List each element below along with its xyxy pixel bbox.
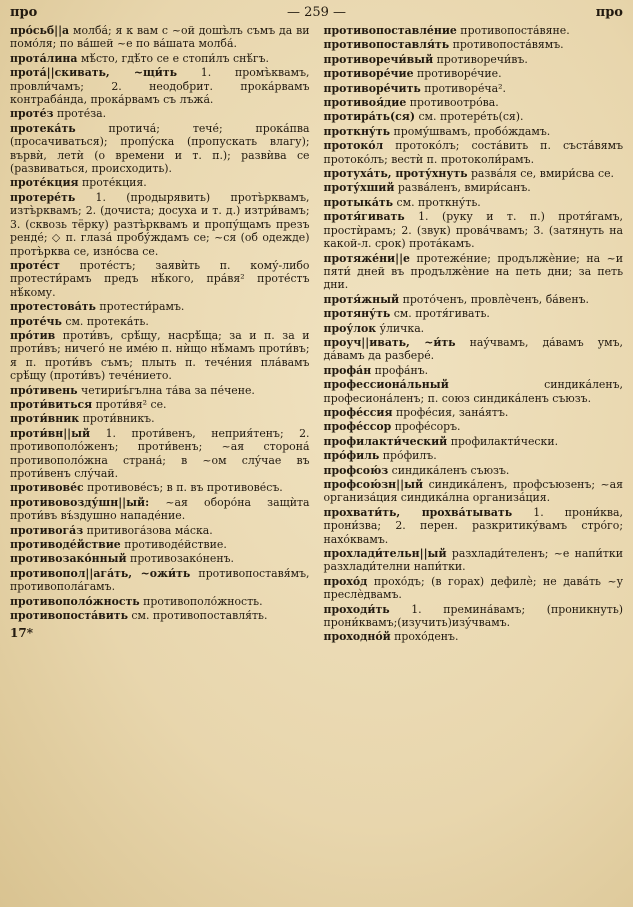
entry-translation: 1. промъ̀квамъ, провли́чамъ; 2. неодобрит. прока́рвамъ контраба́нда, прока́рвамъ съ лъжа́. [10, 66, 310, 107]
dictionary-entry [324, 139, 624, 166]
entry-translation: проти́вя² се. [92, 397, 167, 411]
dictionary-entry [10, 398, 310, 411]
entry-translation: молба́; я к вам с ~ой дошъ̀лъ съмъ да ви помо́ля; по ва́шей ~е по ва́шата молба́. [10, 24, 310, 51]
entry-headword: проте́кция [10, 176, 79, 190]
entry-translation: 1. проти́венъ, неприя́тенъ; 2. противополо́женъ; проти́венъ; ~ая сторона́ противополо́жна страна́; в ~ом слу́чае въ проти́венъ слу́чай. [10, 426, 310, 480]
entry-translation: прому́швамъ, пробо́ждамъ. [390, 124, 551, 138]
entry-translation: профе́соръ. [391, 420, 461, 434]
columns [10, 24, 623, 645]
entry-headword: протя́гивать [323, 210, 405, 224]
entry-translation: протоко́лъ; соста́вить п. съста́вямъ протоко́лъ; вестѝ п. протоколи́рамъ. [323, 139, 623, 166]
dictionary-entry [324, 167, 624, 180]
entry-translation: противоотро́ва. [406, 96, 499, 110]
entry-headword: прохо́д [323, 574, 368, 588]
dictionary-entry [10, 609, 310, 622]
entry-translation: см. протя́гивать. [390, 307, 490, 321]
dictionary-entry [10, 24, 310, 51]
entry-translation: нау́чвамъ, да́вамъ умъ, да́вамъ да разбере́. [323, 335, 623, 363]
dictionary-entry [324, 38, 624, 51]
entry-translation: проти́вникъ. [79, 412, 155, 426]
entry-headword: противопоста́вить [10, 609, 128, 623]
entry-headword: проте́ст [10, 258, 60, 272]
entry-translation: противополо́жность. [139, 594, 263, 608]
dictionary-entry [324, 378, 624, 405]
entry-translation: см. проткну́ть. [393, 195, 481, 209]
entry-headword: противога́з [10, 523, 84, 537]
dictionary-entry [10, 595, 310, 608]
entry-headword: противополо́жность [10, 594, 140, 608]
entry-headword: протя́жный [323, 292, 400, 306]
dictionary-entry [10, 538, 310, 551]
dictionary-entry [10, 176, 310, 189]
dictionary-entry [324, 547, 624, 574]
dictionary-entry [324, 125, 624, 138]
entry-translation: проте́кция. [78, 176, 147, 190]
entry-translation: см. протере́ть(ся). [414, 110, 524, 124]
entry-headword: проте́чь [10, 314, 62, 328]
dictionary-entry [10, 496, 310, 523]
dictionary-entry [324, 406, 624, 419]
dictionary-entry [10, 66, 310, 106]
dictionary-entry [324, 575, 624, 602]
entry-headword: проуч||ивать, ~и́ть [323, 335, 456, 349]
dictionary-entry [324, 96, 624, 109]
entry-headword: противоре́чие [323, 67, 414, 81]
entry-headword: профа́н [323, 363, 372, 377]
dictionary-entry [10, 552, 310, 565]
page-number: — 259 — [286, 5, 347, 20]
entry-headword: протоко́л [323, 139, 384, 153]
entry-headword: профсою́зн||ый [323, 478, 424, 491]
entry-translation: 1. прони́ква, прони́зва; 2. перен. разкритику́вамъ стро́го; нахо́квамъ. [323, 505, 623, 546]
dictionary-entry [324, 364, 624, 377]
entry-headword: противовозду́шн||ый: [10, 495, 150, 509]
entry-headword: про́сьб||а [10, 24, 70, 37]
entry-translation: прохо́дъ; (в горах) дефилѐ; не дава́ть ~у преслѐдвамъ. [323, 574, 623, 602]
right-column [324, 24, 624, 645]
header-right-guide-word: про [595, 5, 623, 20]
dictionary-entry [10, 384, 310, 397]
dictionary-entry [10, 107, 310, 120]
entry-translation: у́личка. [376, 321, 425, 335]
entry-translation: противове́съ; в п. въ противове́съ. [83, 481, 283, 495]
entry-headword: профе́ссор [323, 420, 392, 434]
entry-translation: профе́сия, зана́ятъ. [392, 405, 509, 419]
entry-translation: разхлади́теленъ; ~е напи́тки разхлади́телни напи́тки. [323, 547, 623, 574]
entry-translation: синдика́ленъ съюзъ. [388, 463, 510, 477]
dictionary-entry [324, 322, 624, 335]
dictionary-entry [324, 336, 624, 363]
entry-headword: прота́лина [10, 51, 78, 65]
entry-translation: проте́стъ; заявѝть п. кому́-либо протести́рамъ предъ нѣ́кого, пра́вя² проте́стъ нѣ́кому. [10, 258, 310, 299]
header-left-guide-word: про [10, 5, 38, 20]
dictionary-entry [10, 52, 310, 65]
entry-headword: противове́с [10, 481, 84, 495]
entry-translation: 1. (руку и т. п.) протя́гамъ, простѝрамъ; 2. (звук) прова́чвамъ; 3. (затянуть на какой-л. срок) прота́камъ. [323, 210, 623, 251]
entry-headword: противоя́дие [323, 96, 407, 110]
dictionary-entry [324, 82, 624, 95]
entry-translation: см. протека́ть. [61, 314, 149, 328]
entry-headword: противопоставля́ть [323, 38, 450, 52]
entry-translation: синдика́ленъ, професиона́ленъ; п. союз синдика́ленъ съюзъ. [323, 378, 623, 405]
dictionary-entry [324, 210, 624, 250]
entry-headword: противопол||ага́ть, ~ожи́ть [10, 566, 191, 580]
entry-headword: противопоставле́ние [323, 24, 457, 37]
entry-headword: противоре́чить [323, 81, 421, 95]
entry-translation: см. противопоставля́ть. [127, 609, 268, 623]
entry-translation: протича́; тече́; прока́пва (просачиваться); пропу́ска (пропускать влагу); вървѝ, летѝ (о времени и т. п.); развѝва се (развиваться, происходить). [10, 121, 310, 176]
dictionary-entry [324, 630, 624, 643]
dictionary-entry [324, 506, 624, 546]
dictionary-entry [10, 481, 310, 494]
entry-headword: протуха́ть, проту́хнуть [323, 167, 468, 181]
entry-headword: протыка́ть [323, 195, 394, 209]
dictionary-entry [324, 24, 624, 37]
entry-headword: протере́ть [10, 190, 76, 204]
dictionary-entry [10, 427, 310, 481]
dictionary-entry [324, 435, 624, 448]
entry-headword: протира́ть(ся) [323, 110, 415, 124]
entry-headword: про́тив [10, 328, 56, 342]
dictionary-entry [10, 524, 310, 537]
entry-headword: про́филь [323, 449, 380, 463]
entry-headword: прохлади́тельн||ый [323, 547, 447, 561]
entry-translation: четириъ́гълна та́ва за пе́чене. [77, 383, 255, 397]
entry-headword: профсою́з [323, 463, 389, 477]
page-header [10, 4, 623, 22]
entry-translation: разва́ленъ, вмири́санъ. [394, 181, 531, 195]
dictionary-entry [10, 412, 310, 425]
entry-headword: проте́з [10, 107, 54, 121]
entry-translation: противопоста́вямъ. [449, 38, 564, 52]
entry-translation: противоречи́въ. [433, 52, 528, 66]
entry-translation: протести́рамъ. [95, 300, 185, 314]
entry-headword: противоде́йствие [10, 538, 121, 552]
dictionary-entry [10, 259, 310, 299]
entry-translation: противоре́ча². [420, 81, 506, 95]
entry-headword: проходно́й [323, 630, 391, 644]
entry-translation: профа́нъ. [371, 363, 429, 377]
entry-translation: противопоста́вяне. [456, 24, 570, 37]
entry-translation: разва́ля се, вмири́сва се. [467, 167, 614, 181]
entry-headword: проти́вник [10, 412, 80, 426]
dictionary-entry [324, 307, 624, 320]
dictionary-entry [324, 464, 624, 477]
entry-translation: противоде́йствие. [120, 538, 227, 552]
entry-headword: проходи́ть [323, 602, 390, 616]
entry-translation: противозако́ненъ. [126, 552, 234, 566]
entry-headword: профе́ссия [323, 405, 393, 419]
entry-headword: проти́виться [10, 397, 93, 411]
dictionary-entry [324, 67, 624, 80]
entry-translation: проте́за. [53, 107, 107, 121]
dictionary-entry [324, 478, 624, 505]
dictionary-entry [324, 196, 624, 209]
entry-translation: проти́въ, срѣ́щу, насрѣ́ща; за и п. за и проти́въ; ничего́ не име́ю п. нѝщо нѣ́мамъ проти́въ; я п. проти́въ съмъ; плыть п. тече́ния пла́вамъ срѣ́щу (проти́въ) тече́нието. [10, 328, 310, 383]
entry-headword: профессиона́льный [323, 378, 449, 392]
entry-translation: синдика́ленъ, профсъюзенъ; ~ая организа́ция синдика́лна организа́ция. [323, 478, 623, 505]
entry-translation: противоре́чие. [413, 67, 502, 81]
entry-translation: протеже́ние; продължѐние; на ~и пяти́ дней въ продължѐние на петь дни; за петь дни. [323, 251, 623, 292]
entry-headword: профилакти́ческий [323, 434, 448, 448]
entry-translation: противопоставя́мъ, противопола́гамъ. [10, 566, 310, 594]
dictionary-entry [324, 110, 624, 123]
entry-headword: протестова́ть [10, 300, 96, 314]
entry-translation: ~ая оборо́на защѝта проти́въ въ́здушно нападе́ние. [10, 495, 310, 523]
entry-translation: профилакти́чески. [447, 434, 559, 448]
dictionary-entry [324, 53, 624, 66]
dictionary-entry [324, 181, 624, 194]
entry-headword: противозако́нный [10, 552, 127, 566]
entry-headword: протяну́ть [323, 307, 391, 321]
entry-headword: проткну́ть [323, 124, 391, 138]
dictionary-entry [10, 567, 310, 594]
entry-headword: прохвати́ть, прохва́тывать [323, 505, 513, 519]
entry-headword: противоречи́вый [323, 52, 434, 66]
dictionary-entry [10, 315, 310, 328]
dictionary-entry [10, 122, 310, 176]
entry-translation: мѣ́сто, гдѣ́то се е стопи́лъ снѣ́гъ. [77, 51, 270, 65]
entry-translation: притивога́зова ма́ска. [83, 523, 213, 537]
entry-headword: проу́лок [323, 321, 377, 335]
dictionary-entry [10, 329, 310, 383]
entry-translation: 1. премина́вамъ; (проникнуть) прони́квамъ;(изучить)изу́чвамъ. [323, 602, 623, 630]
entry-headword: прота́||скивать, ~щи́ть [10, 66, 177, 80]
entry-headword: протека́ть [10, 121, 76, 135]
entry-translation: про́филъ. [379, 449, 437, 463]
dictionary-entry [324, 603, 624, 630]
entry-translation: прохо́денъ. [390, 630, 459, 644]
entry-translation: прото́ченъ, провлѐченъ, ба́венъ. [399, 292, 590, 306]
entry-headword: протяже́ни||е [323, 251, 410, 265]
dictionary-entry [324, 252, 624, 292]
entry-headword: проти́вн||ый [10, 426, 91, 440]
dictionary-entry [324, 449, 624, 462]
left-column [10, 24, 310, 645]
entry-headword: про́тивень [10, 383, 78, 397]
dictionary-entry [10, 191, 310, 258]
dictionary-entry [324, 293, 624, 306]
entry-translation: 1. (продырявить) протъ̀рквамъ, изтъ̀рквамъ; 2. (дочиста; досуха и т. д.) изтри́вамъ; 3. (сквозь тёрку) разтъ̀рквамъ и пропу́щамъ презъ ренде́; ◇ п. глаза́ пробу́ждамъ се; ~ся (об одежде) протъ̀рква се, изно́сва се. [10, 190, 310, 258]
signature-mark: 17* [10, 626, 33, 641]
dictionary-entry [10, 300, 310, 313]
dictionary-entry [324, 420, 624, 433]
entry-headword: проту́хший [323, 181, 395, 195]
